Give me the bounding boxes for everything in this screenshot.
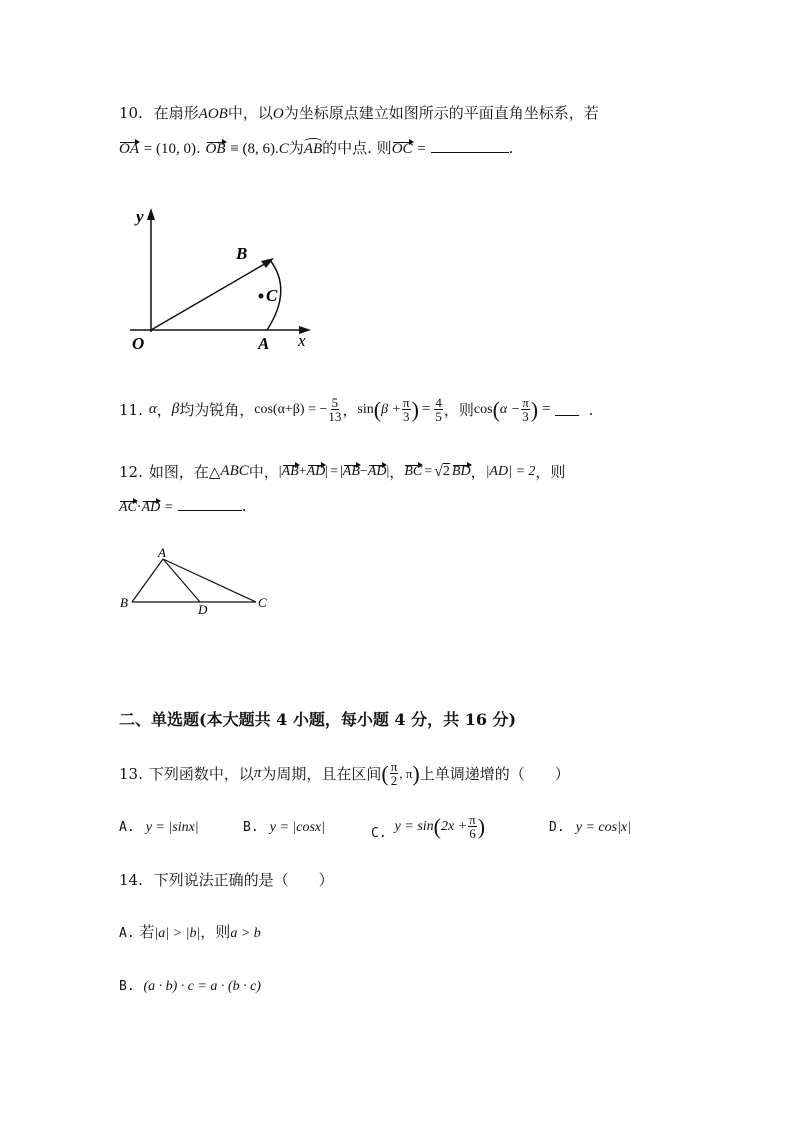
vector-ob: OB bbox=[205, 141, 226, 157]
q10-number: 10. bbox=[119, 104, 143, 122]
q14-stem: 14. 下列说法正确的是（ ） bbox=[119, 871, 334, 889]
vector-ob-line bbox=[151, 262, 268, 330]
q11-number: 11. bbox=[119, 400, 143, 419]
answer-blank bbox=[431, 152, 509, 153]
q13-option-b[interactable]: B. y = |cosx| bbox=[243, 820, 325, 835]
vector-oa: OA bbox=[119, 141, 139, 157]
a-label: A bbox=[158, 545, 166, 560]
q13-option-a[interactable]: A. y = |sinx| bbox=[119, 820, 199, 835]
d-label: D bbox=[198, 602, 208, 616]
q14-option-b[interactable]: B. (a · b) · c = a · (b · c) bbox=[119, 979, 261, 994]
fraction-5-13: $\frac{5}{13}$ bbox=[328, 395, 342, 424]
q13-stem: 13. 下列函数中，以 π 为周期，且在区间 ( $\frac{\pi}{2}$ , π ) 上单调递增的（ ） bbox=[119, 759, 570, 788]
q11-line: 11. α ， β 均为锐角， cos(α+β) = − $\frac{5}{13}$ ， sin ( β + $\frac{\pi}{3}$ ) = $\frac{4}{5}$ ，则 cos ( α − $\frac{\pi}{3}$ ) = . bbox=[119, 395, 594, 424]
c-label: C bbox=[266, 286, 278, 305]
answer-blank bbox=[555, 415, 579, 416]
x-label: x bbox=[298, 331, 306, 350]
q13-number: 13. bbox=[119, 764, 143, 783]
side-ac bbox=[163, 559, 256, 602]
q10-line1: 10. 在扇形AOB中，以O为坐标原点建立如图所示的平面直角坐标系，若 bbox=[119, 104, 599, 122]
q14-option-a[interactable]: A. 若|a| > |b|，则a > b bbox=[119, 923, 261, 941]
c-label: C bbox=[258, 595, 267, 610]
q12-number: 12. bbox=[119, 462, 143, 481]
a-label: A bbox=[258, 334, 270, 353]
q10-line2: OA = (10, 0). OB ≡ (8, 6).C为AB的中点. 则OC = . bbox=[119, 139, 514, 157]
y-label: y bbox=[136, 207, 144, 226]
answer-blank bbox=[178, 510, 242, 511]
q13-option-d[interactable]: D. y = cos|x| bbox=[549, 820, 631, 835]
b-label: B bbox=[236, 244, 248, 263]
q14-number: 14. bbox=[119, 871, 143, 889]
segment-ad bbox=[163, 559, 200, 602]
y-axis-arrow bbox=[147, 208, 155, 220]
q12-line1: 12. 如图，在△ ABC 中， | AB + AD | = | AB − AD | ， BC = √ 2 BD ， |AD| = 2 ，则 bbox=[119, 462, 566, 481]
point-c bbox=[259, 294, 264, 299]
q10-coordinate-figure bbox=[118, 200, 328, 360]
q13-options bbox=[119, 812, 679, 846]
q12-triangle-figure bbox=[116, 544, 276, 616]
o-label: O bbox=[132, 334, 145, 353]
side-ab bbox=[132, 559, 163, 602]
q12-line2: AC·AD = . bbox=[119, 497, 247, 515]
b-label: B bbox=[120, 595, 128, 610]
q13-option-c[interactable]: C. y = sin ( 2x + $\frac{\pi}{6}$ ) bbox=[371, 812, 486, 841]
section-heading: 二、单选题(本大题共 4 小题，每小题 4 分，共 16 分) bbox=[119, 710, 517, 729]
vector-oc: OC bbox=[391, 141, 413, 157]
arc-ab: AB bbox=[303, 141, 323, 157]
